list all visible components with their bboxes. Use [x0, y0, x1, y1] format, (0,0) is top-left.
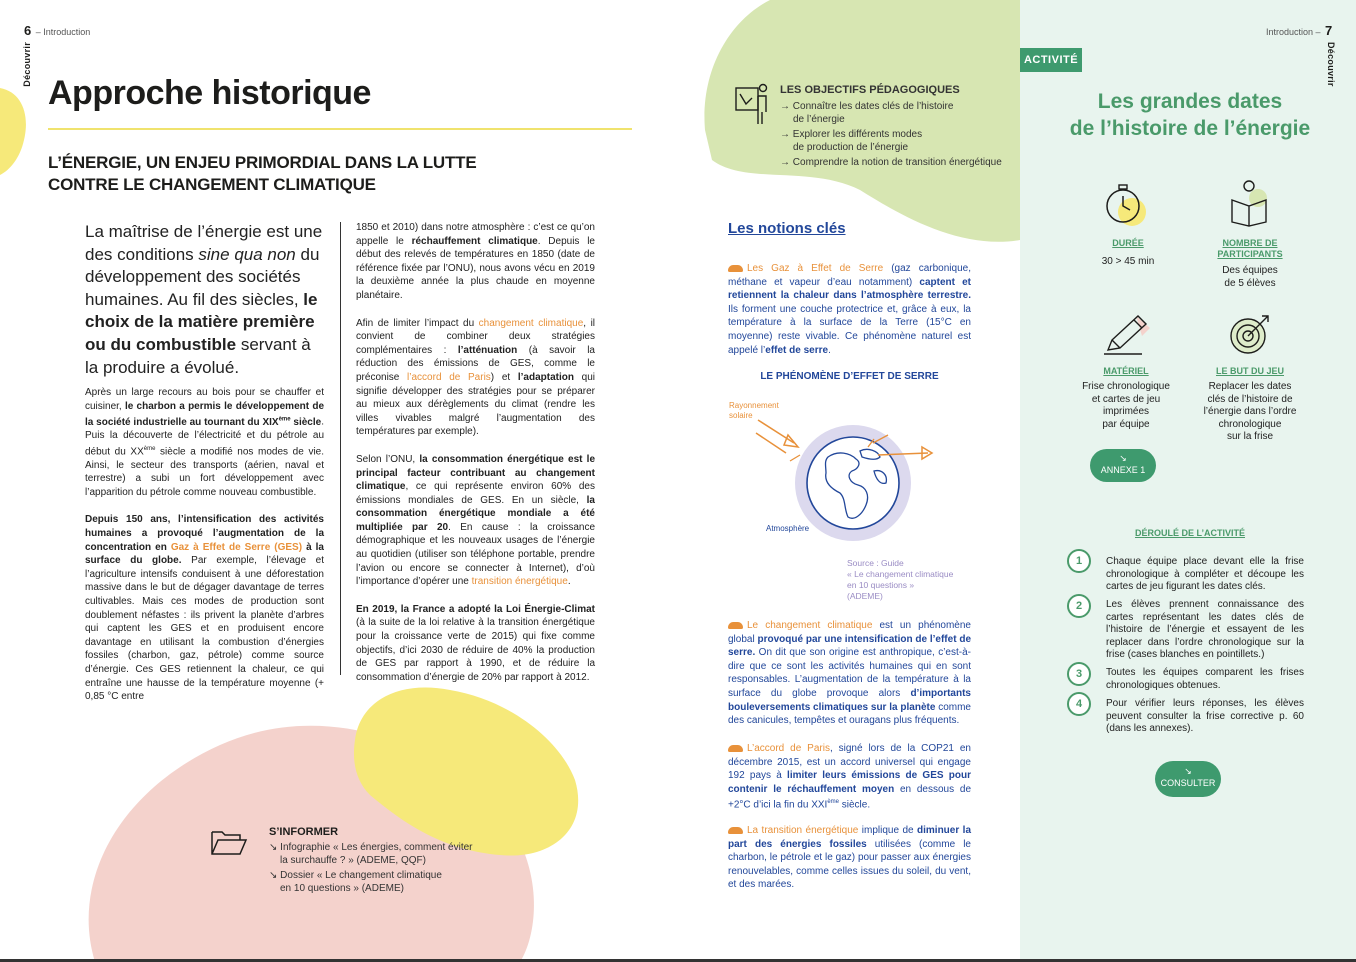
t: solaire: [729, 411, 753, 420]
t: ) et: [490, 371, 518, 383]
t: provoqué par une intensification de l’effet de serre.: [728, 633, 972, 659]
col2-paragraph-2: [356, 317, 595, 439]
t: Selon l’ONU,: [356, 453, 420, 465]
notion-2: [728, 619, 971, 728]
t: Des équipes: [1222, 265, 1278, 276]
step-text: Pour vérifier leurs réponses, les élèves peuvent consulter la frise corrective p. 60 (dans les annexes).: [1106, 698, 1304, 734]
t: (gaz carbonique, méthane et vapeur d’eau notamment): [728, 263, 971, 288]
pencil-icon: [1102, 310, 1154, 356]
t: est un phénomène global: [728, 620, 971, 645]
t: chronologique: [1218, 418, 1282, 430]
body-column-1: [85, 386, 324, 718]
t: Explorer les différents modes: [792, 128, 923, 140]
t: Replacer les dates: [1208, 381, 1292, 392]
lead-text-3: servant à la produire a évolué.: [85, 334, 311, 377]
t: , signé lors de la COP21 en décembre 2015, est un accord universel qui engage 192 pays à: [728, 743, 971, 782]
page-number-left: 6: [24, 23, 32, 38]
arrow-icon: ↘: [269, 870, 281, 881]
diagram-source: [847, 558, 953, 602]
sinformer-item-2[interactable]: [269, 869, 489, 895]
sinformer-title: S’INFORMER: [269, 826, 339, 838]
consulter-button-label: CONSULTER: [1160, 778, 1216, 788]
col2-paragraph-1: [356, 221, 595, 303]
step-number: 4: [1067, 692, 1091, 716]
t: Connaître les dates clés de l’histoire: [792, 100, 954, 112]
duree-label: DURÉE: [1112, 238, 1144, 248]
t: . En cause : la croissance démographique et les nouveaux usages de l’énergie au quotidien (utiliser son téléphone portable, prendre l’avion ou encore se connecter à Internet), d’où l’importance d’opérer une: [356, 521, 596, 588]
leaf-icon: [728, 827, 743, 834]
t: limiter leurs émissions de GES pour contenir le réchauffement moyen: [728, 770, 971, 795]
objective-1: → Connaître les dates clés de l’histoire de l’énergie: [780, 100, 954, 125]
lead-bold: le choix de la matière première ou du combustible: [85, 289, 318, 354]
subtitle-line2: CONTRE LE CHANGEMENT CLIMATIQUE: [48, 175, 376, 194]
t: clés de l’histoire de: [1207, 393, 1293, 405]
step-text: Toutes les équipes comparent les frises chronologiques obtenues.: [1106, 667, 1304, 691]
participants-value: [1190, 265, 1310, 290]
objective-3: → Comprendre la notion de transition énergétique: [780, 156, 1002, 168]
diagram-label-ray: [729, 401, 779, 421]
arrow-icon: ↘: [269, 842, 281, 853]
right-page-header: [1266, 22, 1332, 40]
notion-4: [728, 824, 971, 892]
t: ème: [827, 799, 839, 806]
target-icon: [1228, 312, 1274, 356]
t: siècle: [290, 416, 322, 428]
lead-paragraph: [85, 221, 325, 379]
t: . Depuis le début des relevés de températures en 1850 (date de référence fixée par l’ONU), nous avons vécu en 2019 la deuxième année la plus chaude en moyenne planétaire.: [356, 235, 595, 301]
annexe-button[interactable]: [1090, 449, 1156, 482]
t: Les Gaz à Effet de Serre: [747, 263, 884, 274]
leaf-icon: [728, 745, 743, 752]
subtitle-line1: L’ÉNERGIE, UN ENJEU PRIMORDIAL DANS LA LUTTE: [48, 153, 477, 172]
t: de l’énergie: [793, 114, 845, 125]
link-accord-de-paris[interactable]: l’accord de Paris: [407, 371, 491, 383]
t: 1850 et 2010) dans notre atmosphère : c’est ce qu’on appelle le: [356, 222, 595, 247]
materiel-label: MATÉRIEL: [1103, 366, 1149, 376]
t: Le changement climatique: [747, 620, 873, 631]
t: ème: [143, 445, 156, 452]
t: « Le changement climatique: [847, 569, 954, 579]
section-subtitle: [48, 152, 608, 196]
participants-label: [1190, 238, 1310, 260]
t: (à savoir la réduction des émissions de GES, comme le préconise: [356, 344, 595, 383]
t: Infographie « Les énergies, comment éviter: [280, 842, 473, 853]
t: Depuis 150 ans, l’intensification des activités humaines a provoqué l’augmentation de la concentration en: [85, 514, 324, 553]
annexe-button-label: ANNEXE 1: [1100, 465, 1146, 475]
t: . Puis la découverte de l’électricité et du pétrole au début du XX: [85, 416, 324, 458]
arrow-down-icon: ↘: [1119, 453, 1127, 463]
but-value: [1190, 381, 1310, 444]
t: (à la suite de la loi relative à la transition énergétique pour la croissance verte de 2015) qui fixe comme objectifs, d’ici 2030 de réduire de 40% la production de GES par rapport à 1990, et de réduire la consommation d’énergie de 20% par rapport à 2012.: [356, 617, 595, 683]
t: réchauffement climatique: [411, 235, 538, 247]
notion-1: [728, 262, 971, 357]
t: la consommation énergétique est le principal facteur contribuant au changement climatique: [356, 453, 596, 493]
t: à la surface du globe.: [85, 541, 324, 567]
t: par équipe: [1102, 418, 1150, 430]
t: l’énergie dans l’ordre: [1203, 406, 1297, 417]
t: siècle a modifié nos modes de vie. Ainsi, le secteur des transports (aérien, naval et terrestre) a subi un fort développement avec l’apparition du pétrole comme nouveau combustible.: [85, 446, 324, 498]
activity-panel: [1020, 0, 1356, 962]
t: Les grandes dates: [1097, 90, 1283, 113]
link-transition-energetique[interactable]: transition énergétique: [471, 576, 568, 588]
t: En 2019, la France a adopté la Loi Énergie-Climat: [356, 603, 595, 615]
t: Frise chronologique: [1082, 381, 1170, 392]
t: comme des canicules, tempêtes et ouragans plus fréquents.: [728, 701, 971, 727]
lead-italic: sine qua non: [198, 244, 296, 264]
sinformer-box: [269, 826, 489, 895]
t: PARTICIPANTS: [1217, 249, 1283, 259]
step-number: 1: [1067, 549, 1091, 573]
t: Afin de limiter l’impact du: [356, 317, 479, 329]
t: diminuer la part des énergies fossiles: [728, 825, 972, 850]
t: Rayonnement: [729, 401, 779, 410]
t: Ils forment une couche protectrice et, grâce à eux, la température à la surface de la Terre (15°C en moyenne) reste vivable. Ce phénomène naturel est appelé l’: [728, 303, 971, 356]
t: de production de l’énergie: [793, 142, 909, 153]
step-text: Chaque équipe place devant elle la frise chronologique à compléter et découpe les cartes de jeu figurant les dates clés.: [1106, 556, 1304, 592]
folder-icon: [210, 826, 248, 858]
teacher-board-icon: [734, 82, 770, 126]
t: ème: [278, 416, 291, 423]
t: imprimées: [1102, 406, 1150, 417]
t: qui signifie développer des stratégies pour se préparer au mieux aux dérèglements du climat (rendre les villes vivables malgré l’augmentation des températures par exemple).: [356, 371, 596, 438]
t: en 10 questions » (ADEME): [280, 883, 404, 894]
activity-tag: ACTIVITÉ: [1020, 48, 1082, 72]
deroule-label: DÉROULÉ DE L’ACTIVITÉ: [1134, 528, 1245, 538]
t: le charbon a permis le développement de la société industrielle au tournant du XIX: [85, 400, 325, 428]
col2-paragraph-4: [356, 603, 595, 685]
duree-value: 30 > 45 min: [1101, 256, 1155, 267]
col1-paragraph-2: [85, 513, 324, 703]
arrow-down-icon: ↘: [1184, 766, 1192, 776]
page-number-right: 7: [1325, 23, 1333, 38]
t: Source : Guide: [847, 558, 904, 568]
t: Comprendre la notion de transition énergétique: [792, 156, 1002, 168]
t: la surchauffe ? » (ADEME, QQF): [280, 855, 426, 866]
t: effet de serre: [765, 344, 829, 356]
side-label-right: Découvrir: [1326, 42, 1336, 87]
objectives-title: LES OBJECTIFS PÉDAGOGIQUES: [780, 84, 960, 96]
consulter-button[interactable]: [1155, 761, 1221, 797]
t: et cartes de jeu: [1091, 393, 1161, 405]
notion-3: [728, 742, 971, 812]
but-label: LE BUT DU JEU: [1215, 366, 1284, 376]
t: implique de: [858, 825, 918, 836]
step-number: 2: [1067, 594, 1091, 618]
t: l’atténuation: [457, 344, 518, 356]
materiel-value: [1066, 381, 1186, 431]
lead-text-1: La maîtrise de l’énergie est une des conditions: [85, 222, 323, 264]
stopwatch-icon: [1102, 182, 1152, 230]
t: utilisées (comme le charbon, le pétrole et le gaz) pour passer aux énergies renouvelables, comme celles issues du soleil, du vent, et des marées.: [728, 838, 971, 891]
t: l’adaptation: [517, 371, 574, 383]
t: NOMBRE DE: [1222, 238, 1278, 248]
sinformer-item-1[interactable]: [269, 841, 489, 867]
t: (ADEME): [847, 591, 883, 601]
header-label-right: Introduction –: [1266, 27, 1321, 37]
objectives-box: [780, 84, 1010, 169]
t: sur la frise: [1226, 431, 1274, 442]
t: captent et retiennent la chaleur dans l’atmosphère terrestre.: [728, 276, 972, 302]
leaf-icon: [728, 622, 743, 629]
diagram-title: LE PHÉNOMÈNE D’EFFET DE SERRE: [760, 371, 939, 382]
col1-paragraph-1: [85, 386, 324, 499]
t: L’accord de Paris: [747, 743, 830, 754]
t: , ce qui représente environ 60% des émissions mondiales de GES. En un siècle,: [356, 481, 595, 506]
left-page-header: [24, 22, 90, 40]
leaf-icon: [728, 265, 743, 272]
activity-title: [1040, 88, 1340, 142]
t: Dossier « Le changement climatique: [280, 870, 442, 881]
t: en 10 questions »: [847, 580, 915, 590]
t: On dit que son origine est anthropique, c’est-à-dire que ce sont les activités humaines qui en sont responsables. L’augmentation de la température à la surface du globe provoque alors: [728, 647, 971, 699]
objective-2: → Explorer les différents modes de production de l’énergie: [780, 128, 923, 153]
step-number: 3: [1067, 662, 1091, 686]
t: de 5 élèves: [1224, 277, 1276, 289]
t: Après un large recours au bois pour se chauffer et cuisiner,: [85, 387, 324, 412]
title-underline: [48, 128, 632, 130]
side-label-left: Découvrir: [22, 42, 32, 87]
t: d’importants bouleversements climatiques sur la planète: [728, 687, 971, 713]
t: .: [828, 344, 831, 356]
notions-title: Les notions clés: [728, 220, 846, 237]
t: la consommation énergétique mondiale a été multipliée par 20: [356, 494, 595, 533]
t: .: [567, 576, 571, 588]
diagram-label-atm: Atmosphère: [766, 524, 810, 533]
column-divider: [340, 222, 341, 675]
t: Par exemple, l’élevage et l’agriculture intensifs conduisent à une déforestation massive dans le but de dégager davantage de terres cultivables. Mais ces modes de production sont doublement néfastes : ils privent la planète d’arbres qui captent les GES et en produisent encore davantage en utilisant la combustion d’énergies fossiles (charbon, gaz, pétrole) comme source d’énergie. Ces GES retiennent la chaleur, ce qui entraîne une hausse de la température moyenne (+ 0,85 °C entre: [85, 555, 324, 703]
link-changement-climatique[interactable]: changement climatique: [478, 317, 584, 329]
col2-paragraph-3: [356, 453, 595, 589]
body-column-2: [356, 221, 595, 698]
step-text: Les élèves prennent connaissance des cartes représentant les dates clés de l’histoire de l’énergie et essayent de les replacer dans l’ordre chronologique sur la frise (cases blanches en pointillets.): [1106, 599, 1304, 660]
t: Gaz à Effet de Serre (GES): [170, 541, 303, 553]
t: en dessous de +2°C d’ici la fin du XXI: [728, 783, 971, 811]
participants-icon: [1228, 178, 1276, 228]
t: , il convient de combiner deux stratégies complémentaires :: [356, 317, 596, 356]
t: siècle.: [839, 799, 871, 811]
lead-text-2: du développement des sociétés humaines. Au fil des siècles,: [85, 244, 320, 309]
page-title: Approche historique: [48, 74, 371, 112]
t: de l’histoire de l’énergie: [1069, 117, 1311, 140]
header-label-left: – Introduction: [35, 27, 91, 37]
t: La transition énergétique: [747, 825, 859, 836]
